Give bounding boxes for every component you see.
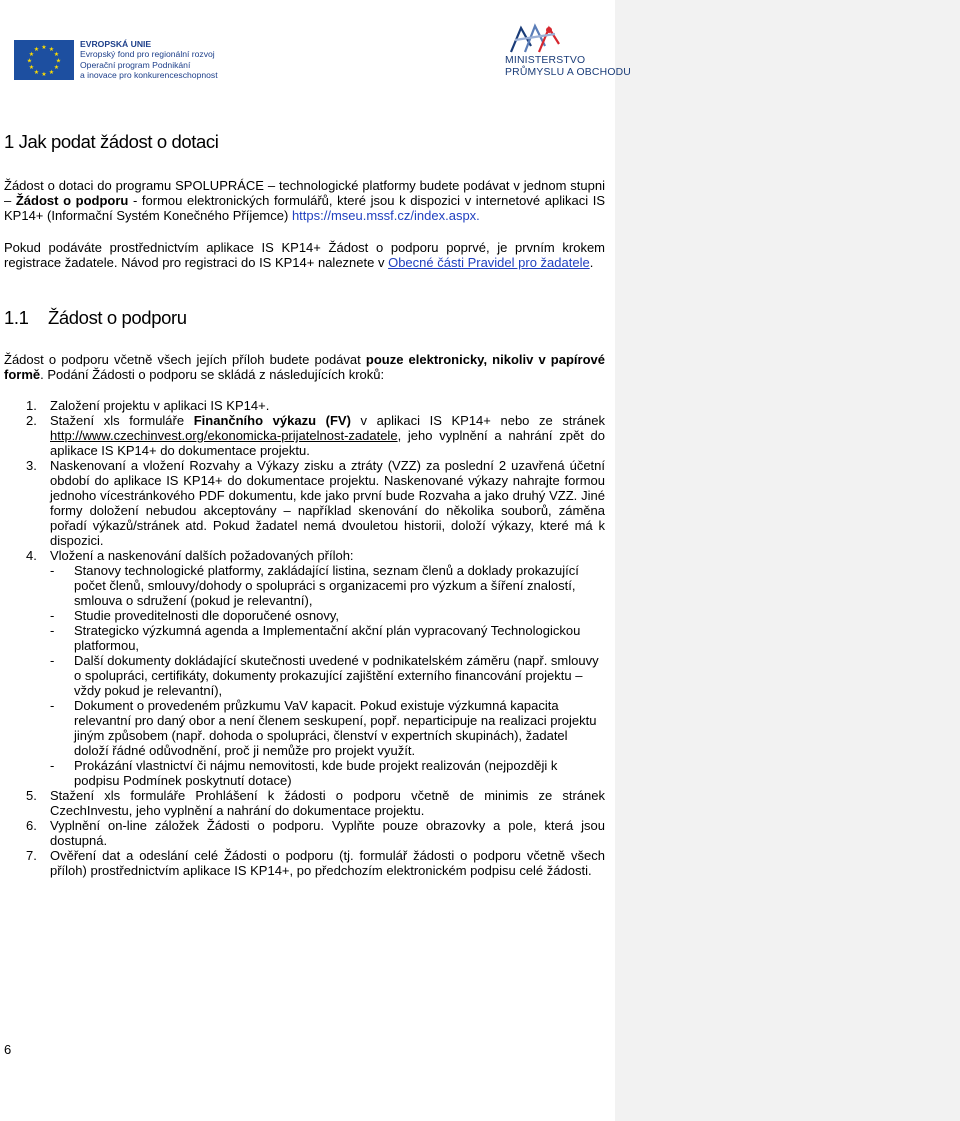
text-run: v aplikaci IS KP14+ nebo ze stránek (350, 413, 605, 428)
section-heading: 1 Jak podat žádost o dotaci (4, 131, 219, 152)
dash-bullet: - (50, 563, 55, 578)
mpo-logo (505, 22, 632, 82)
mpo-logo-text (505, 55, 631, 79)
paragraph-submission (4, 352, 605, 382)
attachment-item (50, 563, 605, 608)
mpo-emblem-icon (505, 22, 565, 54)
svg-text:★: ★ (48, 69, 55, 76)
svg-text:★: ★ (48, 46, 55, 53)
text-run: . Podání Žádosti o podporu se skládá z následujících kroků: (40, 367, 385, 382)
attachment-item (50, 698, 605, 758)
subsection-title: Žádost o podporu (48, 307, 187, 328)
text-run: . (589, 255, 594, 270)
text-run: - formou elektronických formulářů, které jsou k dispozici v internetové aplikaci IS KP14+ (Informační Systém Konečného Příjemce) (4, 193, 606, 223)
mseu-link[interactable]: https://mseu.mssf.cz/index.aspx (291, 208, 477, 223)
czechinvest-link[interactable]: http://www.czechinvest.org/ekonomicka-prijatelnost-zadatele (50, 428, 398, 443)
subsection-heading (4, 307, 187, 329)
eu-logo-line: EVROPSKÁ UNIE (80, 39, 152, 49)
text-run: Žádost o dotaci do programu SPOLUPRÁCE – technologické platformy budete podávat v jednom stupni – (4, 178, 605, 208)
comment-margin-panel (615, 0, 960, 1121)
list-item (4, 458, 605, 548)
attachment-item (50, 653, 605, 698)
bold-text: Finančního výkazu (FV) (193, 413, 351, 428)
attachment-item (50, 758, 605, 788)
step-number: 5. (26, 788, 37, 803)
attachment-text: Dokument o provedeném průzkumu VaV kapacit. Pokud existuje výzkumná kapacita relevantní pro daný obor a není členem seskupení, popř. neparticipuje na realizaci projektu jiným způsobem (např. dohoda o spolupráci, členství v expertních skupinách), žadatel doloží řádné odůvodnění, proč ji nemůže pro projekt využít. (74, 698, 597, 758)
step-number: 7. (26, 848, 37, 863)
list-item (4, 548, 605, 788)
dash-bullet: - (50, 758, 55, 773)
step-text: Vyplnění on-line záložek Žádosti o podporu. Vyplňte pouze obrazovky a pole, která jsou dostupná. (50, 818, 605, 848)
step-text: Naskenovaní a vložení Rozvahy a Výkazy zisku a ztráty (VZZ) za poslední 2 uzavřená účetní období do aplikace IS KP14+ do dokumentace projektu. Naskenované výkazy nahrajte formou jednoho vícestránkového PDF dokumentu, kde jako první bude Rozvaha a jako druhý VZZ. Jiné formy doložení nebudou akceptovány – například skenování do několika souborů, záměna pořadí výkazů/stránek atd. Pokud žadatel nemá dvouletou historii, doloží výkazy, které má k dispozici. (50, 458, 605, 548)
step-text: Vložení a naskenování dalších požadovaných příloh: (50, 548, 354, 563)
step-text: Založení projektu v aplikaci IS KP14+. (50, 398, 270, 413)
paragraph-registration (4, 240, 605, 270)
svg-text:★: ★ (41, 44, 47, 51)
attachments-list (50, 563, 605, 788)
step-text: Stažení xls formuláře Prohlášení k žádosti o podporu včetně de minimis ze stránek CzechInvestu, jeho vyplnění a nahrání do dokumentace projektu. (50, 788, 605, 818)
svg-text:★: ★ (28, 64, 35, 71)
eu-logo (14, 38, 218, 82)
mpo-logo-line: MINISTERSTVO (505, 55, 586, 66)
svg-text:★: ★ (28, 51, 35, 58)
step-number: 4. (26, 548, 37, 563)
page-number: 6 (4, 1042, 12, 1057)
mpo-logo-line: PRŮMYSLU A OBCHODU (505, 67, 632, 78)
text-run: Stažení xls formuláře (50, 413, 194, 428)
text-run: , jeho vyplnění a nahrání zpět do aplikace IS KP14+ do dokumentace projektu. (50, 428, 605, 458)
step-number: 1. (26, 398, 37, 413)
attachment-item (50, 608, 605, 623)
subsection-number: 1.1 (4, 307, 29, 328)
list-item (4, 818, 605, 848)
step-text: Ověření dat a odeslání celé Žádosti o podporu (tj. formulář žádosti o podporu včetně všech příloh) prostřednictvím aplikace IS KP14+, po předchozím elektronickém podpisu celé žádosti. (50, 848, 605, 878)
rules-link[interactable]: Obecné části Pravidel pro žadatele (388, 255, 590, 270)
eu-flag-icon (14, 40, 74, 80)
dash-bullet: - (50, 608, 55, 623)
bold-text: Žádost o podporu (15, 193, 129, 208)
svg-text:★: ★ (53, 64, 60, 71)
attachment-text: Další dokumenty dokládající skutečnosti uvedené v podnikatelském záměru (např. smlouvy o spolupráci, certifikáty, dokumenty prokazující zajištění externího financování projektu – vždy pokud je relevantní), (74, 653, 599, 698)
eu-logo-line: a inovace pro konkurenceschopnost (80, 70, 218, 81)
attachment-text: Stanovy technologické platformy, zakládající listina, seznam členů a doklady prokazující počet členů, smlouvy/dohody o spolupráci s organizacemi pro výzkum a šíření znalostí, smlouva o sdružení (pokud je relevantní), (74, 563, 579, 608)
list-item (4, 413, 605, 458)
dash-bullet: - (50, 653, 55, 668)
svg-text:★: ★ (33, 69, 40, 76)
list-item (4, 788, 605, 818)
step-number: 6. (26, 818, 37, 833)
svg-text:★: ★ (53, 51, 60, 58)
text-run: Žádost o podporu včetně všech jejích příloh budete podávat (4, 352, 366, 367)
svg-text:★: ★ (26, 57, 33, 65)
svg-text:★: ★ (41, 71, 47, 78)
attachment-text: Strategicko výzkumná agenda a Implementační akční plán vypracovaný Technologickou platformou, (74, 623, 581, 653)
text-run: Pokud podáváte prostřednictvím aplikace IS KP14+ Žádost o podporu poprvé, je prvním krokem registrace žadatele. Návod pro registraci do IS KP14+ naleznete v (4, 240, 605, 270)
eu-logo-line: Evropský fond pro regionální rozvoj (80, 49, 215, 60)
list-item (4, 398, 605, 413)
dash-bullet: - (50, 698, 55, 713)
paragraph-intro (4, 178, 605, 223)
svg-text:★: ★ (55, 57, 62, 65)
steps-list (4, 398, 605, 878)
attachment-text: Prokázání vlastnictví či nájmu nemovitosti, kde bude projekt realizován (nejpozději k podpisu Podmínek poskytnutí dotace) (74, 758, 558, 788)
svg-text:★: ★ (33, 46, 40, 53)
attachment-text: Studie proveditelnosti dle doporučené osnovy, (74, 608, 339, 623)
list-item (4, 848, 605, 878)
eu-logo-text (80, 39, 218, 81)
eu-logo-line: Operační program Podnikání (80, 59, 191, 70)
attachment-item (50, 623, 605, 653)
step-number: 2. (26, 413, 37, 428)
step-number: 3. (26, 458, 37, 473)
dash-bullet: - (50, 623, 55, 638)
bold-text: pouze elektronicky, nikoliv v papírové formě (4, 352, 605, 382)
link-period: . (476, 208, 480, 223)
